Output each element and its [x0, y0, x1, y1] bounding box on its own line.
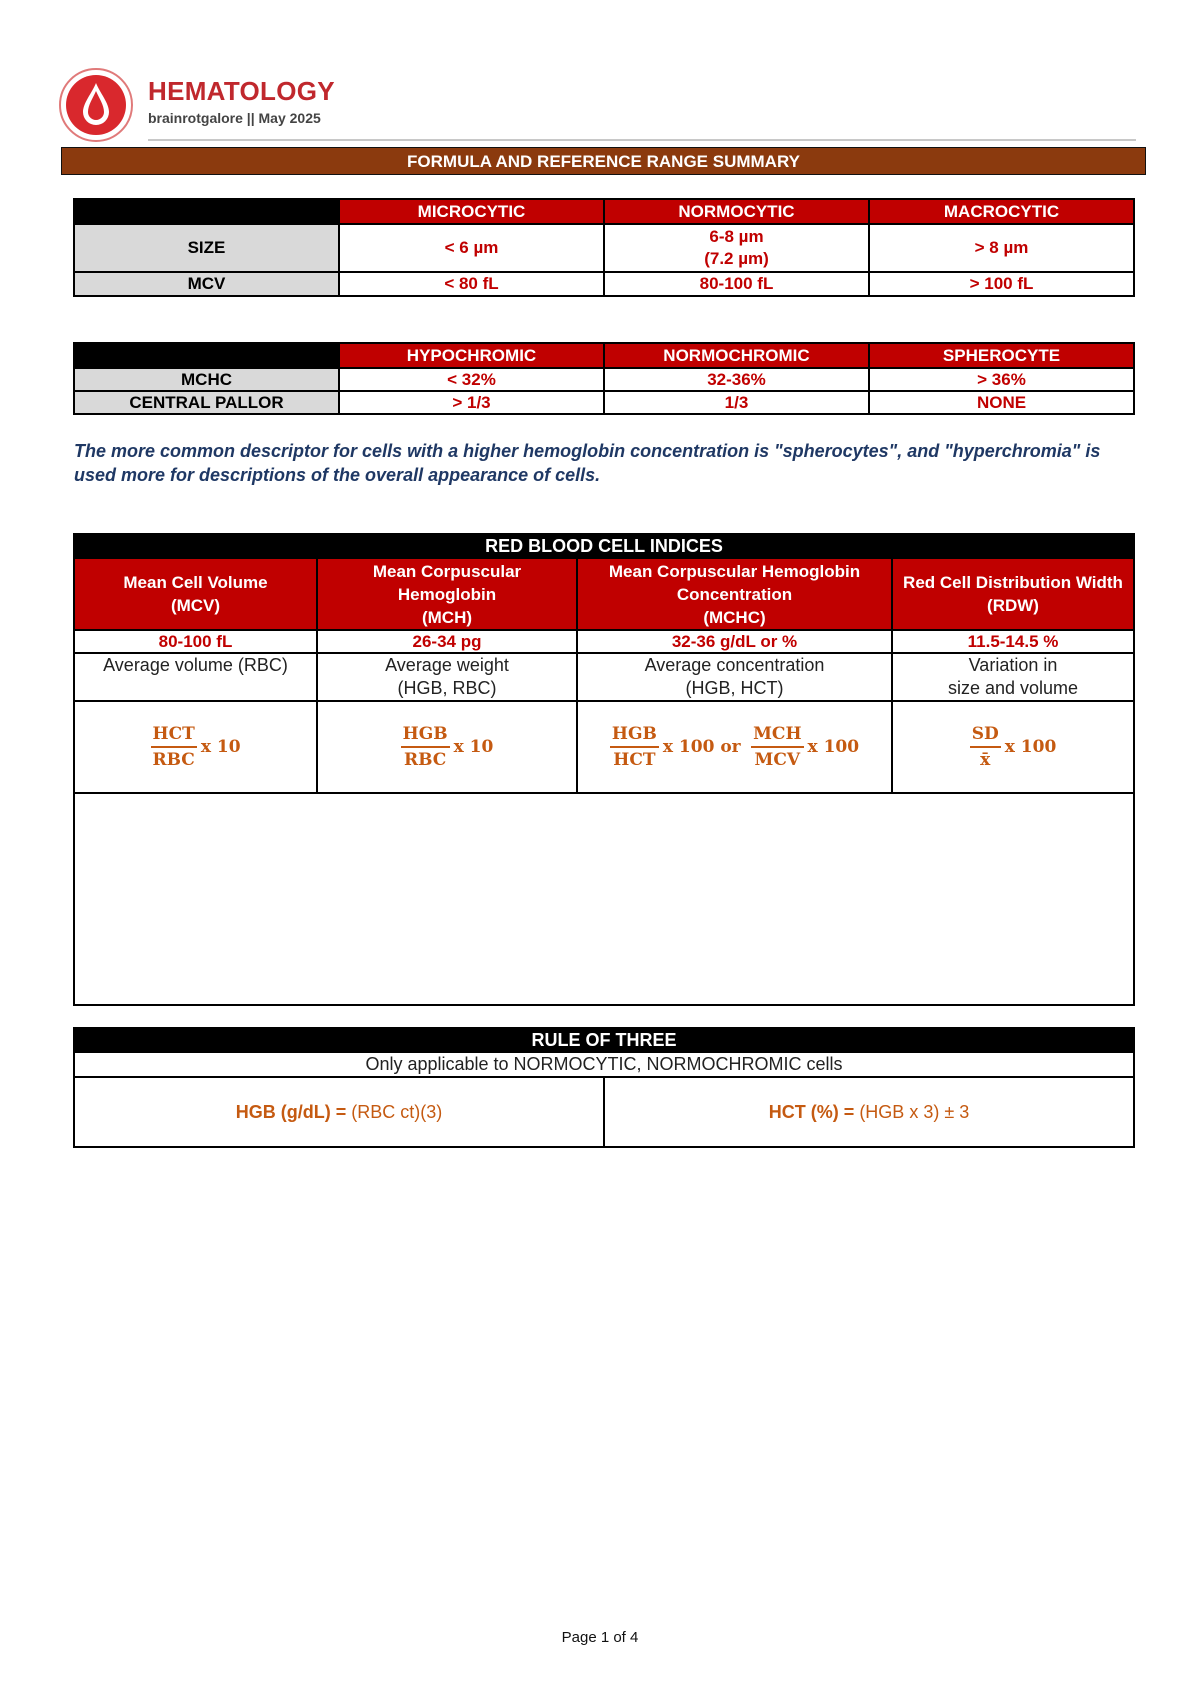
header-abbr: (MCHC): [703, 607, 766, 627]
table-cell: < 6 µm: [339, 224, 604, 272]
rule-of-three-table: [73, 1027, 1135, 1148]
formula-expression: (HGB x 3) ± 3: [859, 1101, 970, 1122]
fraction: [401, 724, 450, 770]
denominator: HCT: [613, 750, 656, 770]
table-cell: 80-100 fL: [604, 272, 869, 296]
denominator: x̄: [980, 750, 991, 770]
rbc-indices-table: [73, 533, 1135, 1006]
reference-range: 26-34 pg: [317, 630, 577, 653]
header-divider: [148, 139, 1136, 141]
table-cell: 1/3: [604, 391, 869, 414]
fraction: [610, 724, 659, 770]
table-title: RULE OF THREE: [74, 1028, 1134, 1052]
header-name: Mean Corpuscular Hemoglobin Concentration: [608, 561, 861, 604]
cell-line: (7.2 µm): [704, 249, 769, 268]
description-line: Average volume (RBC): [103, 655, 288, 675]
numerator: MCH: [751, 724, 803, 748]
multiplier: x 100: [1004, 737, 1057, 757]
fraction: [150, 724, 196, 770]
table-cell: < 32%: [339, 368, 604, 391]
numerator: HCT: [151, 724, 197, 748]
denominator: RBC: [403, 750, 447, 770]
table-corner: [74, 343, 339, 368]
mch-formula: [317, 701, 577, 793]
denominator: RBC: [152, 750, 195, 770]
multiplier: x 100 or: [662, 737, 741, 757]
row-label: MCHC: [74, 368, 339, 391]
column-header: [577, 558, 892, 630]
description-cell: [892, 653, 1134, 701]
description-line: (HGB, HCT): [685, 678, 784, 698]
table-cell: > 8 µm: [869, 224, 1134, 272]
chromia-table: [73, 342, 1135, 415]
mcv-formula: [74, 701, 317, 793]
table-cell: < 80 fL: [339, 272, 604, 296]
formula-label: HGB (g/dL) =: [235, 1101, 347, 1122]
multiplier: x 100: [807, 737, 860, 757]
section-banner: FORMULA AND REFERENCE RANGE SUMMARY: [61, 147, 1146, 175]
page-subtitle: brainrotgalore || May 2025: [148, 110, 321, 126]
column-header: [74, 558, 317, 630]
page-number: Page 1 of 4: [561, 1629, 639, 1646]
table-cell: NONE: [869, 391, 1134, 414]
cell-size-table: [73, 198, 1135, 297]
reference-range: 80-100 fL: [74, 630, 317, 653]
column-header: [892, 558, 1134, 630]
description-line: Variation in: [968, 655, 1058, 675]
hct-formula: [604, 1077, 1134, 1147]
fraction: [751, 724, 803, 770]
description-line: (HGB, RBC): [397, 678, 497, 698]
formula-label: HCT (%) =: [768, 1101, 855, 1122]
denominator: MCV: [754, 750, 801, 770]
table-subtitle: Only applicable to NORMOCYTIC, NORMOCHROMIC cells: [74, 1052, 1134, 1077]
table-cell: > 100 fL: [869, 272, 1134, 296]
column-header: NORMOCYTIC: [604, 199, 869, 224]
header-name: Mean Cell Volume: [123, 573, 268, 592]
description-line: size and volume: [947, 678, 1079, 698]
description-line: Average weight: [385, 655, 509, 675]
reference-range: 11.5-14.5 %: [892, 630, 1134, 653]
column-header: [317, 558, 577, 630]
description-cell: [317, 653, 577, 701]
description-cell: [74, 653, 317, 701]
numerator: HGB: [401, 724, 450, 748]
header-abbr: (MCV): [170, 596, 221, 615]
header-name: Mean Corpuscular Hemoglobin: [372, 561, 522, 604]
page-title: HEMATOLOGY: [148, 76, 335, 106]
row-label: MCV: [74, 272, 339, 296]
multiplier: x 10: [200, 737, 241, 757]
cell-line: 6-8 µm: [709, 227, 764, 246]
column-header: MICROCYTIC: [339, 199, 604, 224]
column-header: SPHEROCYTE: [869, 343, 1134, 368]
reference-range: 32-36 g/dL or %: [577, 630, 892, 653]
table-cell: > 36%: [869, 368, 1134, 391]
formula-expression: (RBC ct)(3): [351, 1101, 443, 1122]
rdw-formula: [892, 701, 1134, 793]
table-corner: [74, 199, 339, 224]
description-cell: [577, 653, 892, 701]
empty-notes-area: [74, 793, 1134, 1005]
header-abbr: (MCH): [421, 607, 473, 627]
header-name: Red Cell Distribution Width: [903, 573, 1123, 592]
column-header: HYPOCHROMIC: [339, 343, 604, 368]
multiplier: x 10: [453, 737, 494, 757]
fraction: [970, 724, 1001, 770]
table-cell: 32-36%: [604, 368, 869, 391]
table-title: RED BLOOD CELL INDICES: [74, 534, 1134, 558]
mchc-formula: [577, 701, 892, 793]
row-label: CENTRAL PALLOR: [74, 391, 339, 414]
numerator: SD: [970, 724, 1001, 748]
description-line: Average concentration: [644, 655, 825, 675]
column-header: MACROCYTIC: [869, 199, 1134, 224]
row-label: SIZE: [74, 224, 339, 272]
note-paragraph: The more common descriptor for cells with a higher hemoglobin concentration is "spherocytes", and "hyperchromia" is used more for descriptions of the overall appearance of cells.: [74, 441, 1101, 485]
table-cell: > 1/3: [339, 391, 604, 414]
header-abbr: (RDW): [987, 596, 1039, 615]
column-header: NORMOCHROMIC: [604, 343, 869, 368]
table-cell: [604, 224, 869, 272]
blood-drop-icon: [56, 65, 136, 145]
hgb-formula: [74, 1077, 604, 1147]
numerator: HGB: [610, 724, 659, 748]
